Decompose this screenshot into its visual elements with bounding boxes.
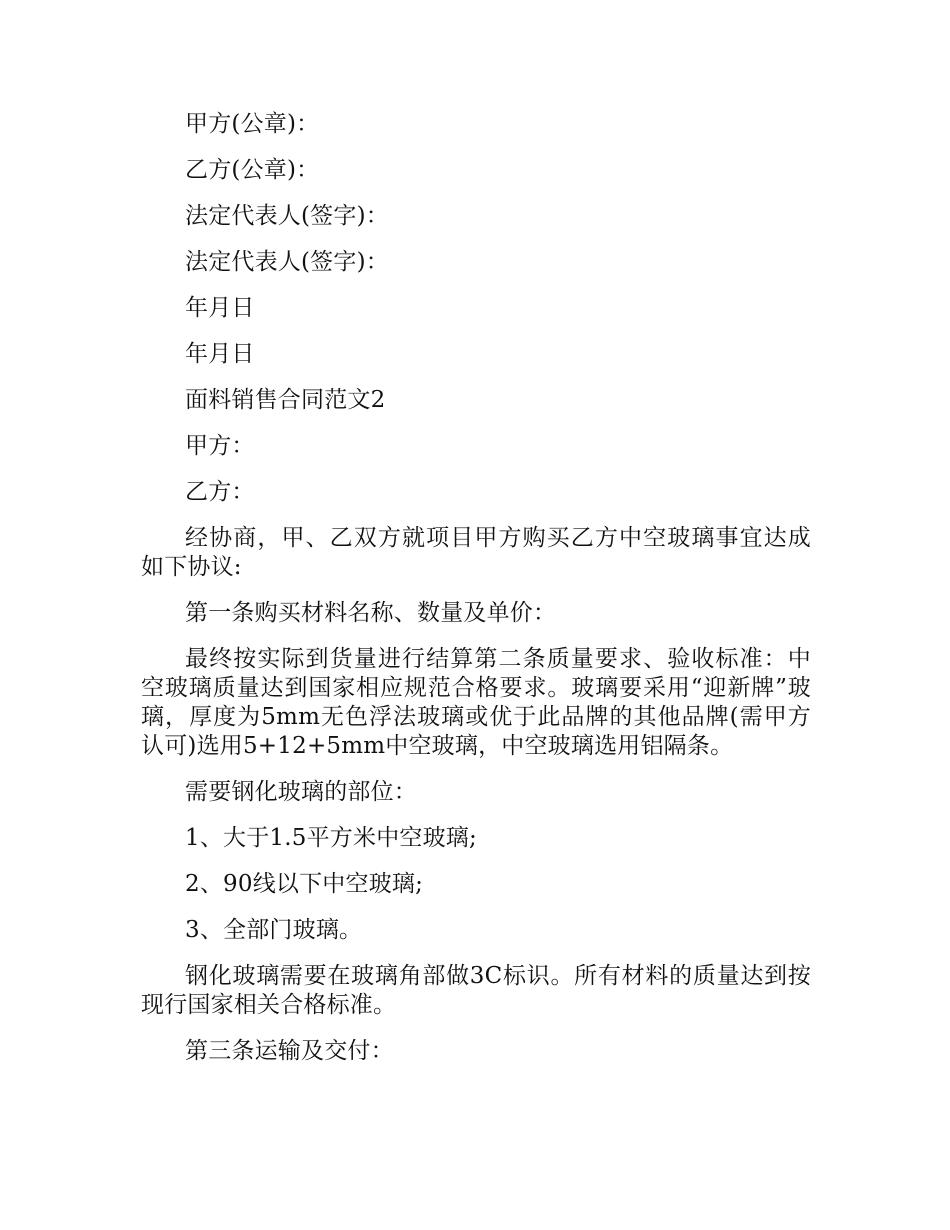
date-line-b: 年月日 bbox=[185, 341, 255, 367]
list-item-3: 3、全部门玻璃。 bbox=[185, 917, 363, 943]
party-b-seal-line: 乙方(公章)： bbox=[185, 157, 320, 183]
list-item-2: 2、90线以下中空玻璃; bbox=[185, 871, 424, 897]
document-title: 面料销售合同范文2 bbox=[185, 387, 386, 413]
quality-requirements-paragraph: 最终按实际到货量进行结算第二条质量要求、验收标准：中空玻璃质量达到国家相应规范合格要求。玻璃要采用“迎新牌”玻璃，厚度为5mm无色浮法玻璃或优于此品牌的其他品牌(需甲方认可)选用5+12+5mm中空玻璃，中空玻璃选用铝隔条。 bbox=[141, 646, 811, 759]
tempered-glass-locations-heading: 需要钢化玻璃的部位： bbox=[185, 779, 417, 805]
party-a-line: 甲方： bbox=[185, 433, 255, 459]
party-a-seal-line: 甲方(公章)： bbox=[185, 111, 320, 137]
legal-rep-signature-line-b: 法定代表人(签字)： bbox=[185, 249, 389, 275]
party-b-line: 乙方： bbox=[185, 479, 255, 505]
tempered-glass-marking-paragraph: 钢化玻璃需要在玻璃角部做3C标识。所有材料的质量达到按现行国家相关合格标准。 bbox=[141, 963, 811, 1018]
date-line-a: 年月日 bbox=[185, 295, 255, 321]
agreement-intro-paragraph: 经协商，甲、乙双方就项目甲方购买乙方中空玻璃事宜达成如下协议: bbox=[141, 525, 811, 580]
article-three-heading: 第三条运输及交付： bbox=[185, 1038, 394, 1064]
document-body bbox=[141, 110, 811, 1083]
article-one-heading: 第一条购买材料名称、数量及单价： bbox=[185, 600, 557, 626]
list-item-1: 1、大于1.5平方米中空玻璃; bbox=[185, 825, 477, 851]
legal-rep-signature-line-a: 法定代表人(签字)： bbox=[185, 203, 389, 229]
